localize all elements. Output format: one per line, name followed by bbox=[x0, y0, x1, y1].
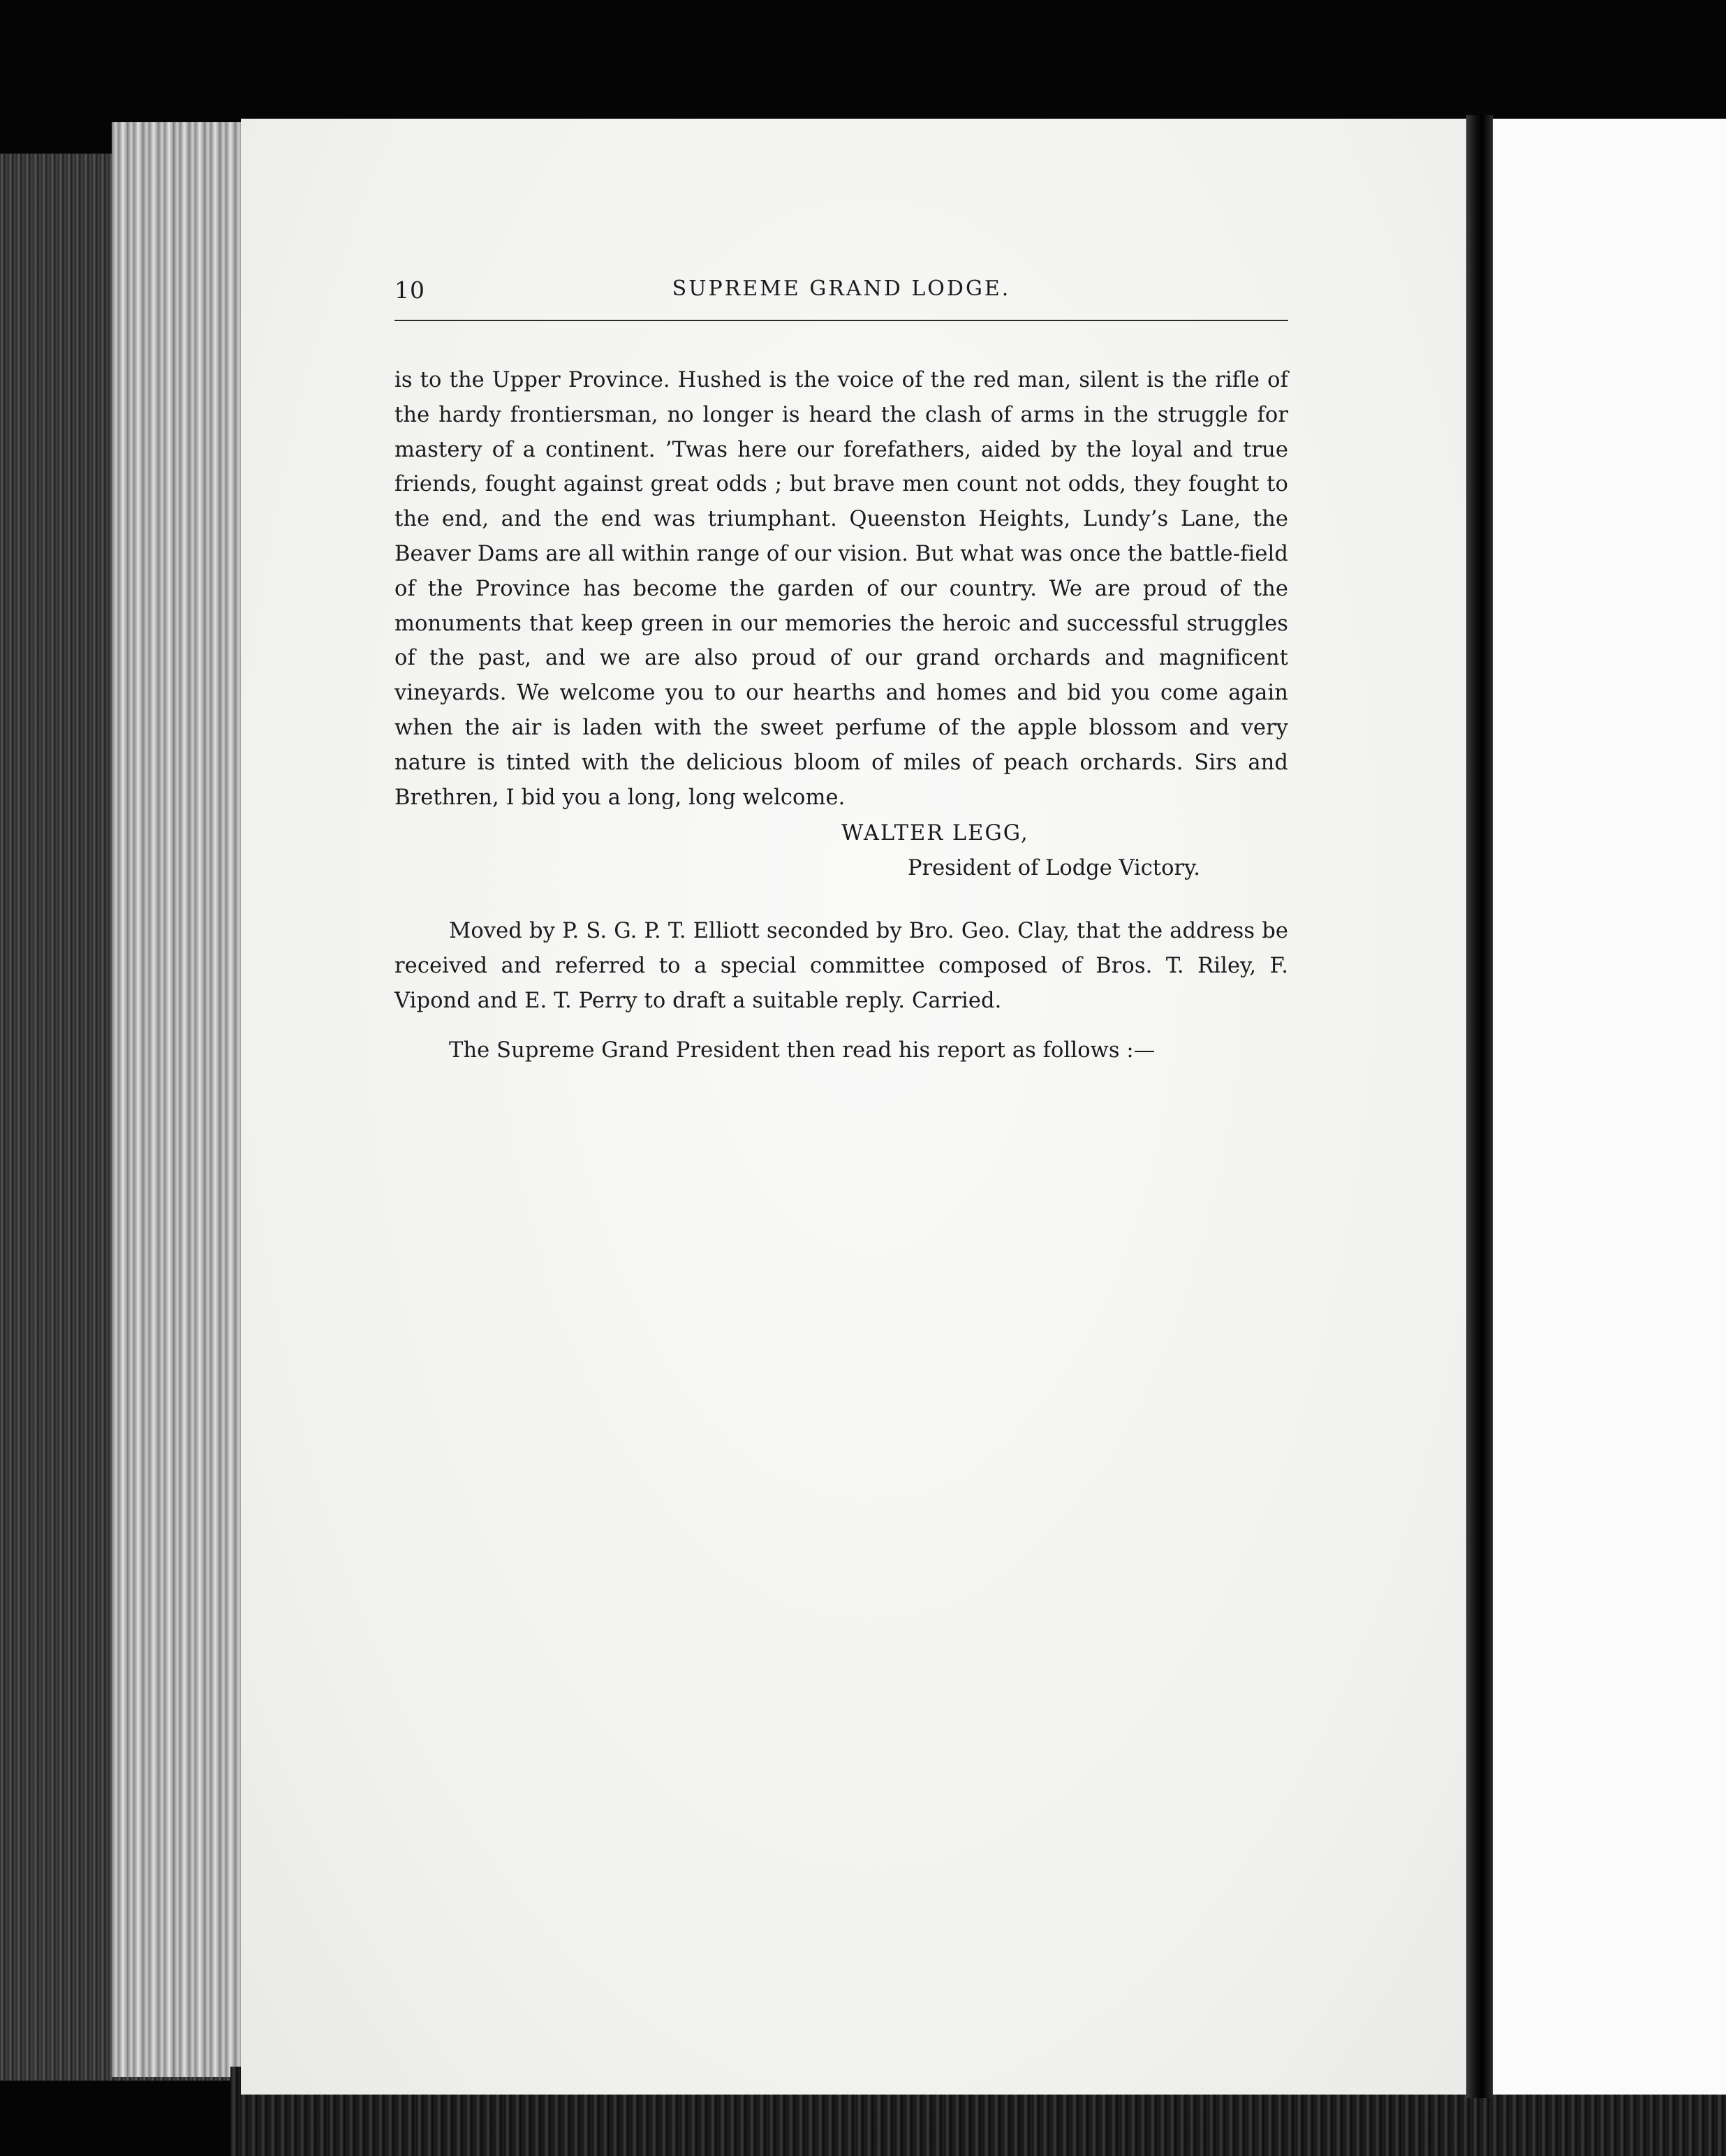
motion-paragraph: Moved by P. S. G. P. T. Elliott seconded by Bro. Geo. Clay, that the address be received and referred to a special committee composed of Bros. T. Riley, F. Vipond and E. T. Perry to draft a suitable reply. Carried. bbox=[394, 918, 1288, 1013]
binding-gutter bbox=[1466, 115, 1493, 2098]
page-text-block bbox=[394, 272, 1288, 1068]
header-rule bbox=[394, 320, 1288, 321]
facing-page bbox=[1493, 119, 1726, 2095]
running-head bbox=[394, 272, 1288, 307]
signature-title: President of Lodge Victory. bbox=[908, 856, 1200, 881]
page-edge-stack bbox=[112, 122, 244, 2077]
report-intro-paragraph: The Supreme Grand President then read his report as follows :— bbox=[449, 1038, 1156, 1063]
signature-block bbox=[394, 816, 1288, 886]
page-number: 10 bbox=[394, 276, 425, 304]
address-paragraph: is to the Upper Province. Hushed is the voice of the red man, silent is the rifle of the hardy frontiersman, no longer is heard the clash of arms in the struggle for mastery of a continent. ’Twas here our forefathers, aided by the loyal and true friends, fought against great odds ; but brave men count not odds, they fought to the end, and the end was triumphant. Queenston Heights, Lundy’s Lane, the Beaver Dams are all within range of our vision. But what was once the battle-field of the Province has become the garden of our country. We are proud of the monuments that keep green in our memories the heroic and successful struggles of the past, and we are also proud of our grand orchards and magnificent vineyards. We welcome you to our hearths and homes and bid you come again when the air is laden with the sweet perfume of the apple blossom and very nature is tinted with the delicious bloom of miles of peach orchards. Sirs and Brethren, I bid you a long, long welcome. bbox=[394, 368, 1288, 810]
signature-name: WALTER LEGG, bbox=[841, 821, 1029, 846]
running-head-title: SUPREME GRAND LODGE. bbox=[672, 276, 1011, 301]
